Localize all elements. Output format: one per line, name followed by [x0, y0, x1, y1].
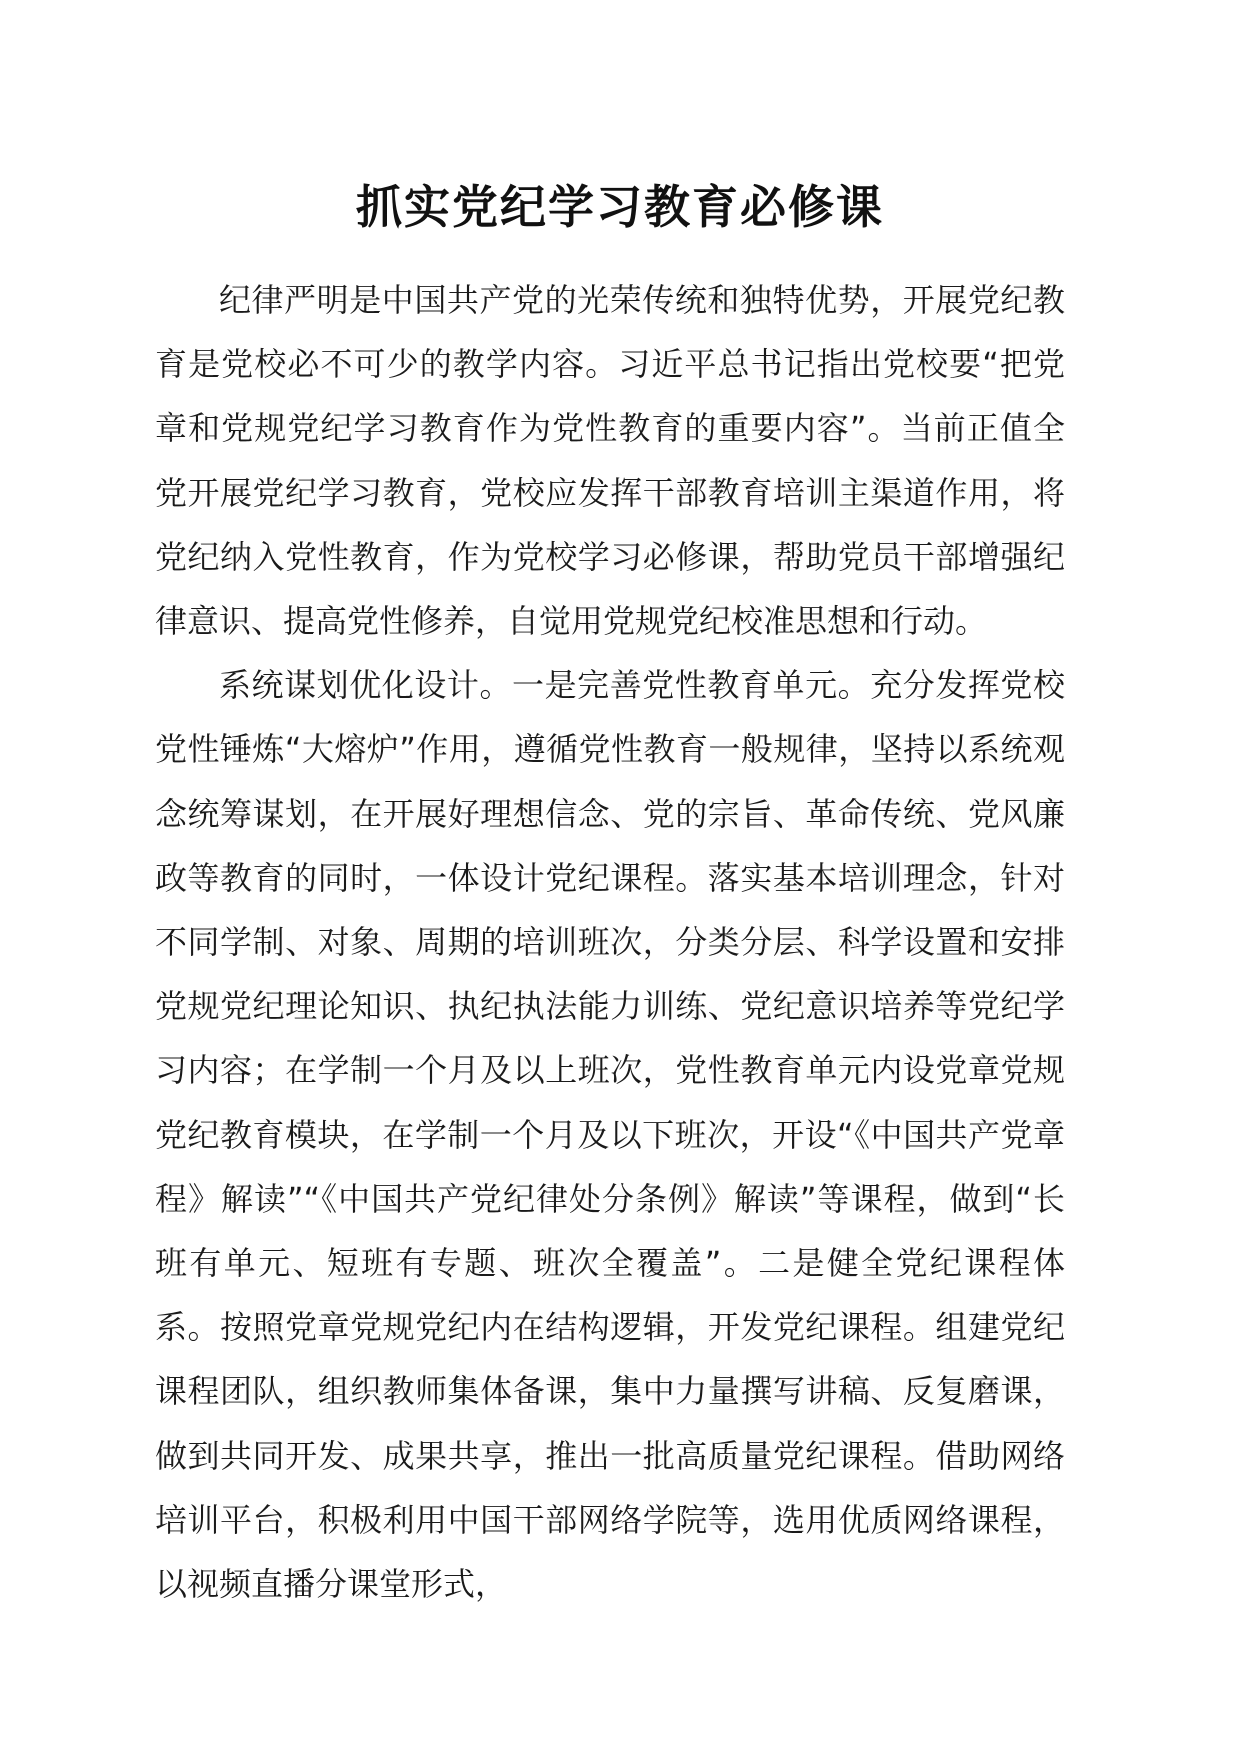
document-title: 抓实党纪学习教育必修课 [356, 180, 884, 234]
paragraph-system-design: 系统谋划优化设计。一是完善党性教育单元。充分发挥党校党性锤炼“大熔炉”作用，遵循党性教育一般规律，坚持以系统观念统筹谋划，在开展好理想信念、党的宗旨、革命传统、党风廉政等教育的同时，一体设计党纪课程。落实基本培训理念，针对不同学制、对象、周期的培训班次，分类分层、科学设置和安排党规党纪理论知识、执纪执法能力训练、党纪意识培养等党纪学习内容；在学制一个月及以上班次，党性教育单元内设党章党规党纪教育模块，在学制一个月及以下班次，开设“《中国共产党章程》解读”“《中国共产党纪律处分条例》解读”等课程，做到“长班有单元、短班有专题、班次全覆盖”。二是健全党纪课程体系。按照党章党规党纪内在结构逻辑，开发党纪课程。组建党纪课程团队，组织教师集体备课，集中力量撰写讲稿、反复磨课，做到共同开发、成果共享，推出一批高质量党纪课程。借助网络培训平台，积极利用中国干部网络学院等，选用优质网络课程，以视频直播分课堂形式， [155, 666, 1065, 1604]
paragraph-intro: 纪律严明是中国共产党的光荣传统和独特优势，开展党纪教育是党校必不可少的教学内容。习近平总书记指出党校要“把党章和党规党纪学习教育作为党性教育的重要内容”。当前正值全党开展党纪学习教育，党校应发挥干部教育培训主渠道作用，将党纪纳入党性教育，作为党校学习必修课，帮助党员干部增强纪律意识、提高党性修养，自觉用党规党纪校准思想和行动。 [155, 281, 1065, 641]
document-body [155, 268, 1065, 1616]
